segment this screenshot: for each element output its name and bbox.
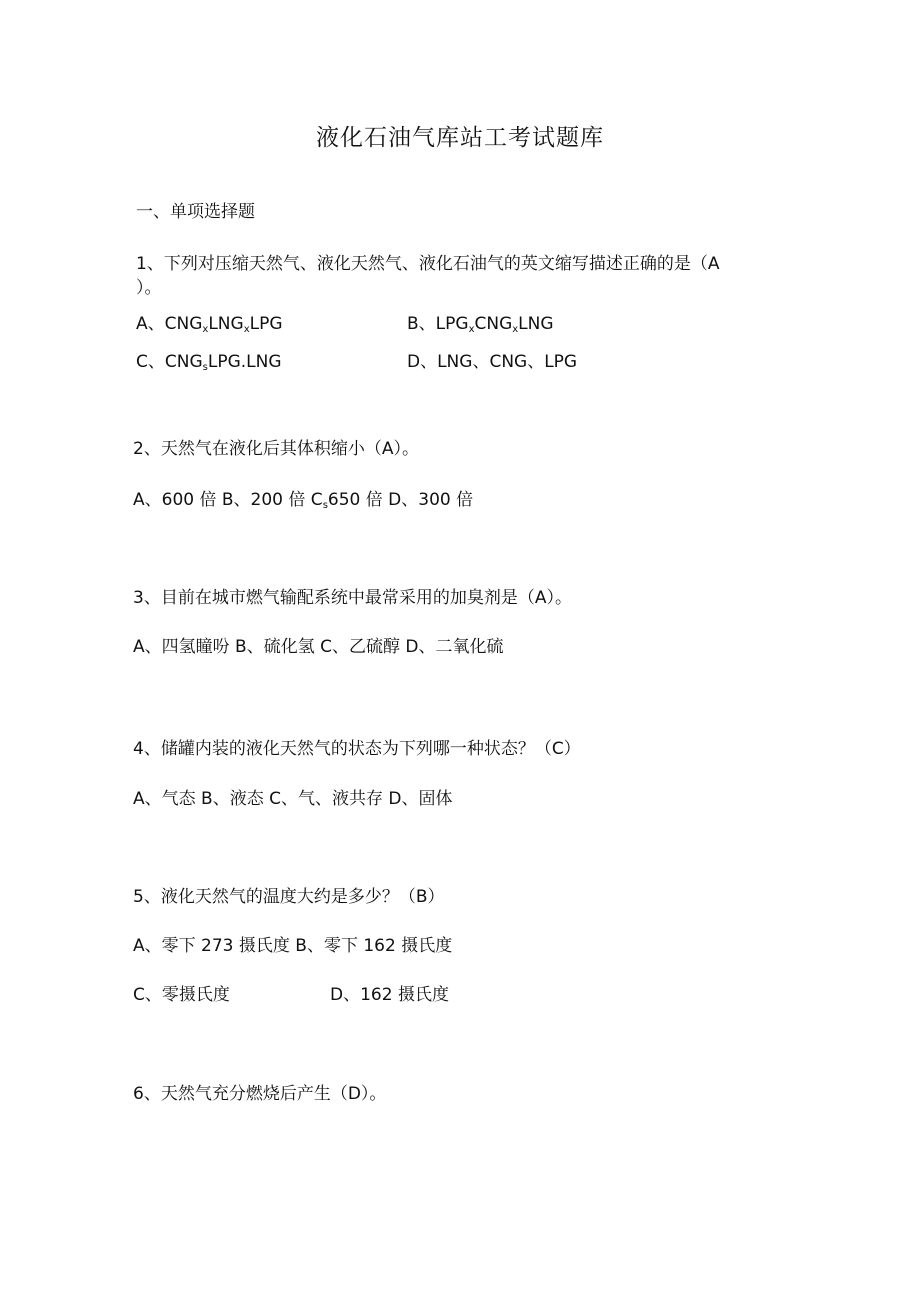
question-1-option-a: A、$CNG_xLNG_xLPG$ [136,314,283,335]
section-heading: 一、单项选择题 [136,202,255,222]
question-3-options: A、四氢瞳吩 B、硫化氢 C、乙硫醇 D、二氧化硫 [133,637,504,657]
question-5-options-ab: A、零下 273 摄氏度 B、零下 162 摄氏度 [133,936,453,956]
question-5-option-d: D、162 摄氏度 [330,985,449,1005]
question-3-text: 3、目前在城市燃气输配系统中最常采用的加臭剂是（A）。 [133,588,572,608]
question-5-option-c: C、零摄氏度 [133,985,230,1005]
question-2-text: 2、天然气在液化后其体积缩小（A）。 [133,439,419,459]
question-1-text-line2: ）。 [136,278,162,298]
question-1-option-d: D、LNG、CNG、LPG [407,352,578,372]
question-4-options: A、气态 B、液态 C、气、液共存 D、固体 [133,789,453,809]
question-4-text: 4、储罐内装的液化天然气的状态为下列哪一种状态？（C） [133,739,581,759]
question-2-options: A、600 倍 B、200 倍 $C_s650$ 倍 D、300 倍 [133,490,474,511]
document-title: 液化石油气库站工考试题库 [316,125,604,151]
question-1-option-b: B、$LPG_xCNG_xLNG$ [407,314,554,335]
question-5-text: 5、液化天然气的温度大约是多少？（B） [133,887,445,907]
question-6-text: 6、天然气充分燃烧后产生（D）。 [133,1084,387,1104]
question-1-text-line1: 1、下列对压缩天然气、液化天然气、液化石油气的英文缩写描述正确的是（A [136,254,720,274]
question-1-option-c: C、$CNG_sLPG.LNG$ [136,352,282,373]
